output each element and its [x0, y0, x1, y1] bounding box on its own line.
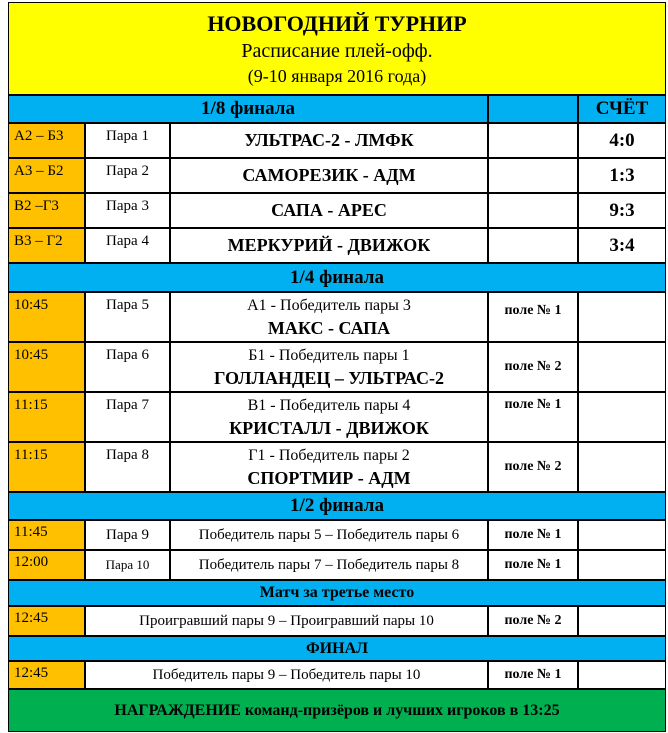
score-cell: 4:0: [578, 123, 666, 158]
time-cell: 11:15: [8, 392, 85, 442]
score-cell: [578, 392, 666, 442]
time-cell: 12:45: [8, 606, 85, 636]
match-teams: КРИСТАЛЛ - ДВИЖОК: [229, 418, 429, 438]
round16-header: 1/8 финала: [8, 95, 488, 123]
score-cell: [578, 292, 666, 342]
match-cell: Проигравший пары 9 – Проигравший пары 10: [85, 606, 488, 636]
time-cell: 12:45: [8, 661, 85, 689]
field-cell: поле № 2: [488, 442, 578, 492]
field-cell: поле № 1: [488, 520, 578, 550]
match-cell: Победитель пары 9 – Победитель пары 10: [85, 661, 488, 689]
tournament-subtitle: Расписание плей-офф.: [241, 39, 433, 62]
match-teams: ГОЛЛАНДЕЦ – УЛЬТРАС-2: [214, 368, 444, 388]
match-cell: МЕРКУРИЙ - ДВИЖОК: [170, 228, 488, 263]
tournament-dates: (9-10 января 2016 года): [247, 65, 427, 86]
match-teams: СПОРТМИР - АДМ: [247, 468, 411, 488]
field-cell: поле № 2: [488, 342, 578, 392]
blank-cell: [488, 123, 578, 158]
match-cell: [170, 292, 488, 342]
score-cell: [578, 342, 666, 392]
pair-cell: Пара 1: [85, 123, 170, 158]
score-cell: [578, 606, 666, 636]
field-cell: поле № 1: [488, 550, 578, 580]
pair-cell: Пара 4: [85, 228, 170, 263]
tournament-header: [8, 2, 666, 95]
score-cell: [578, 442, 666, 492]
group-cell: В3 – Г2: [8, 228, 85, 263]
time-cell: 10:45: [8, 342, 85, 392]
field-cell: поле № 2: [488, 606, 578, 636]
quarter-header: 1/4 финала: [8, 263, 666, 292]
time-cell: 10:45: [8, 292, 85, 342]
match-slot: Г1 - Победитель пары 2: [248, 447, 410, 464]
match-cell: САМОРЕЗИК - АДМ: [170, 158, 488, 193]
pair-cell: Пара 2: [85, 158, 170, 193]
blank-cell: [488, 158, 578, 193]
match-cell: Победитель пары 7 – Победитель пары 8: [170, 550, 488, 580]
group-cell: А3 – Б2: [8, 158, 85, 193]
score-cell: 3:4: [578, 228, 666, 263]
semi-header: 1/2 финала: [8, 492, 666, 520]
match-cell: Победитель пары 5 – Победитель пары 6: [170, 520, 488, 550]
match-slot: В1 - Победитель пары 4: [247, 397, 411, 414]
group-cell: А2 – Б3: [8, 123, 85, 158]
pair-cell: Пара 9: [85, 520, 170, 550]
award-banner: НАГРАЖДЕНИЕ команд-призёров и лучших игроков в 13:25: [8, 689, 666, 732]
final-header: ФИНАЛ: [8, 636, 666, 661]
pair-cell: Пара 3: [85, 193, 170, 228]
score-cell: 1:3: [578, 158, 666, 193]
match-cell: [170, 342, 488, 392]
score-cell: [578, 661, 666, 689]
match-cell: [170, 392, 488, 442]
time-cell: 12:00: [8, 550, 85, 580]
score-cell: [578, 520, 666, 550]
group-cell: В2 –Г3: [8, 193, 85, 228]
pair-cell: Пара 6: [85, 342, 170, 392]
blank-cell: [488, 228, 578, 263]
match-slot: А1 - Победитель пары 3: [247, 297, 411, 314]
score-cell: 9:3: [578, 193, 666, 228]
score-cell: [578, 550, 666, 580]
field-cell: поле № 1: [488, 292, 578, 342]
time-cell: 11:15: [8, 442, 85, 492]
field-cell: поле № 1: [488, 661, 578, 689]
time-cell: 11:45: [8, 520, 85, 550]
field-cell: поле № 1: [488, 392, 578, 442]
tournament-title: НОВОГОДНИЙ ТУРНИР: [207, 10, 467, 36]
pair-cell: Пара 5: [85, 292, 170, 342]
pair-cell: Пара 8: [85, 442, 170, 492]
match-cell: [170, 442, 488, 492]
pair-cell: Пара 7: [85, 392, 170, 442]
match-cell: УЛЬТРАС-2 - ЛМФК: [170, 123, 488, 158]
blank-cell: [488, 193, 578, 228]
round16-header-blank: [488, 95, 578, 123]
match-teams: МАКС - САПА: [267, 318, 391, 338]
third-place-header: Матч за третье место: [8, 580, 666, 606]
match-slot: Б1 - Победитель пары 1: [248, 347, 410, 364]
pair-cell: Пара 10: [85, 550, 170, 580]
score-header: СЧЁТ: [578, 95, 666, 123]
match-cell: САПА - АРЕС: [170, 193, 488, 228]
